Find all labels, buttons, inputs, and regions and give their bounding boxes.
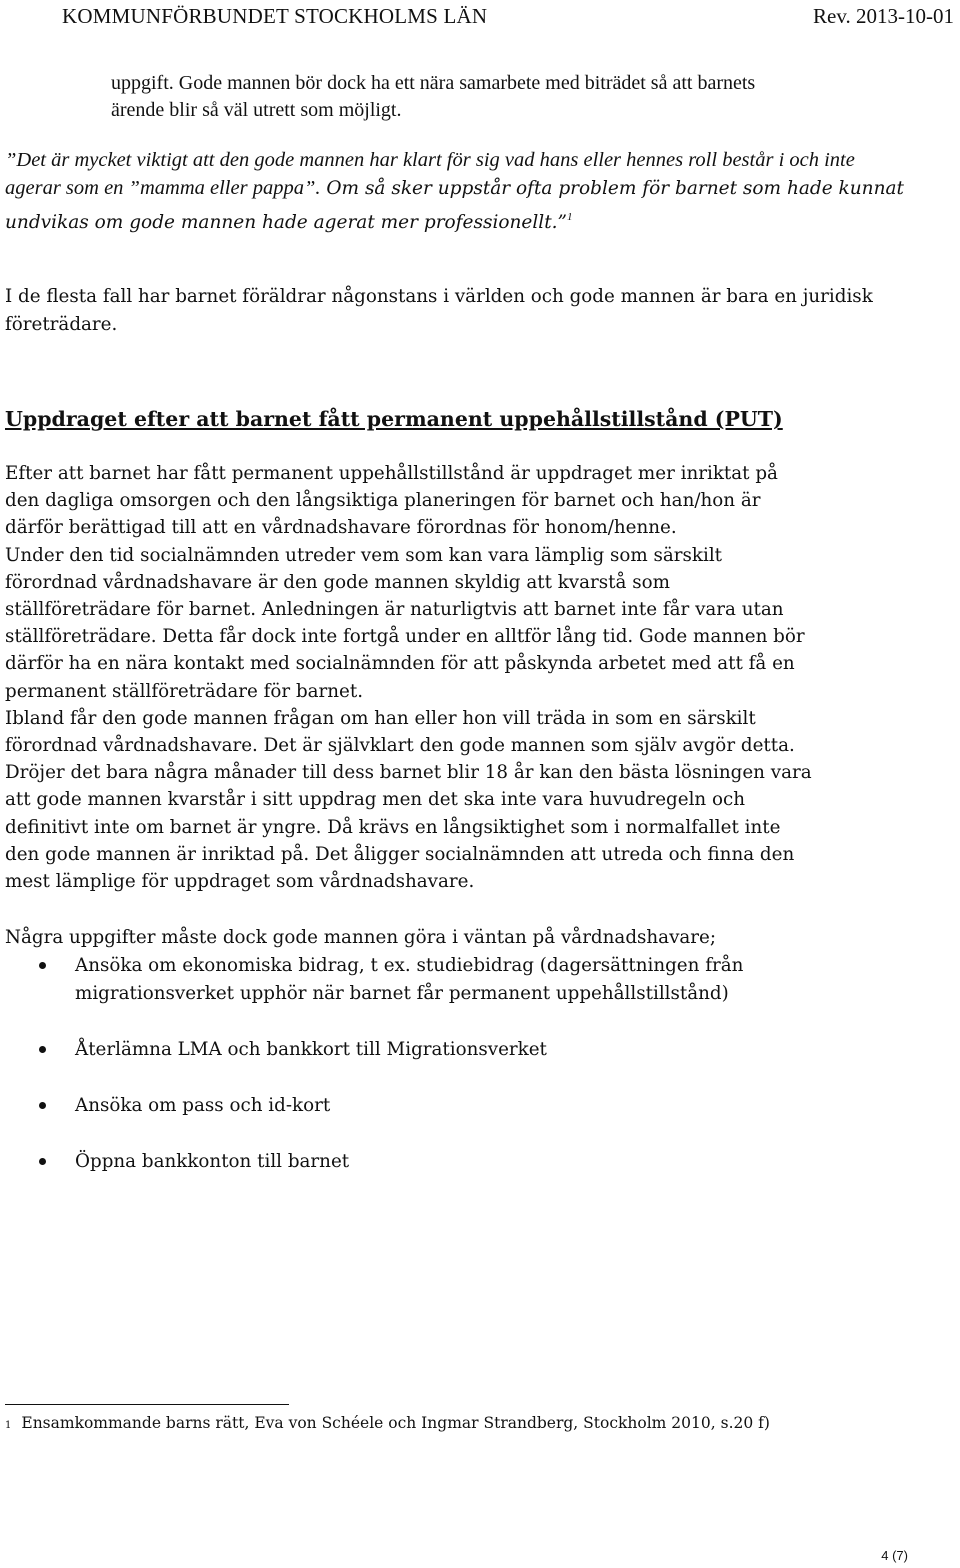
footnote-text: Ensamkommande barns rätt, Eva von Schéele och Ingmar Strandberg, Stockholm 2010, s.20 f) xyxy=(21,1414,770,1432)
paragraph-tasks-intro: Några uppgifter måste dock gode mannen göra i väntan på vårdnadshavare; xyxy=(5,927,717,948)
bullet-icon xyxy=(39,962,46,969)
paragraph-line: ställföreträdare för barnet. Anledningen är naturligtvis att barnet inte får vara utan xyxy=(5,599,784,621)
paragraph-line: förordnad vårdnadshavare är den gode mannen skyldig att kvarstå som xyxy=(5,571,670,593)
quote-part-1: ”Det är mycket viktigt att den gode mannen har klart för sig vad hans eller hennes roll består i och inte agerar som en ”mamma eller pappa”. xyxy=(5,149,855,199)
quote-part-2: Om så sker uppstår ofta problem för barnet som hade kunnat undvikas om gode mannen hade agerat mer professionellt.” xyxy=(5,178,904,233)
footnote-reference[interactable]: 1 xyxy=(566,211,573,223)
revision-date: Rev. 2013-10-01 xyxy=(813,4,954,28)
bullet-icon xyxy=(39,1158,46,1165)
paragraph-line: därför berättigad till att en vårdnadshavare förordnas för honom/henne. xyxy=(5,517,677,539)
intro-line-1: uppgift. Gode mannen bör dock ha ett nära samarbete med biträdet så att barnets xyxy=(111,72,756,94)
intro-line-2: ärende blir så väl utrett som möjligt. xyxy=(111,99,402,121)
bullet-icon xyxy=(39,1102,46,1109)
page-header xyxy=(0,0,960,34)
quote-block xyxy=(5,146,905,237)
paragraph-line: mest lämplige för uppdraget som vårdnadshavare. xyxy=(5,871,475,893)
intro-paragraph xyxy=(111,70,911,124)
paragraph-put xyxy=(5,460,910,895)
footnote-divider xyxy=(5,1404,289,1405)
organization-name: KOMMUNFÖRBUNDET STOCKHOLMS LÄN xyxy=(62,4,488,28)
bullet-icon xyxy=(39,1046,46,1053)
paragraph-line: den gode mannen är inriktad på. Det åligger socialnämnden att utreda och finna den xyxy=(5,843,795,865)
list-item-text: Ansöka om pass och id-kort xyxy=(75,1095,331,1116)
paragraph-line: ställföreträdare. Detta får dock inte fortgå under en alltför lång tid. Gode mannen bör xyxy=(5,626,805,648)
paragraph-line: Efter att barnet har fått permanent uppehållstillstånd är uppdraget mer inriktat på xyxy=(5,463,778,484)
paragraph-line: den dagliga omsorgen och den långsiktiga planeringen för barnet och han/hon är xyxy=(5,490,761,512)
paragraph-line: Ibland får den gode mannen frågan om han eller hon vill träda in som en särskilt xyxy=(5,707,756,729)
footnote-number: 1 xyxy=(5,1420,12,1431)
section-heading: Uppdraget efter att barnet fått permanent uppehållstillstånd (PUT) xyxy=(5,407,783,431)
paragraph-line: Dröjer det bara några månader till dess barnet blir 18 år kan den bästa lösningen vara xyxy=(5,762,812,784)
paragraph-line: att gode mannen kvarstår i sitt uppdrag men det ska inte vara huvudregeln och xyxy=(5,789,746,811)
page-number: 4 (7) xyxy=(881,1548,908,1563)
paragraph-line: definitivt inte om barnet är yngre. Då krävs en långsiktighet som i normalfallet inte xyxy=(5,816,781,838)
paragraph-line: därför ha en nära kontakt med socialnämnden för att påskynda arbetet med att få en xyxy=(5,653,795,675)
list-item-text: Öppna bankkonton till barnet xyxy=(75,1151,350,1172)
paragraph-legal-representative: I de flesta fall har barnet föräldrar någonstans i världen och gode mannen är bara en juridisk företrädare. xyxy=(5,286,873,335)
list-item-text: Ansöka om ekonomiska bidrag, t ex. studiebidrag (dagersättningen från migrationsverket upphör när barnet får permanent uppehållstillstånd) xyxy=(75,955,744,1004)
footnote xyxy=(5,1410,905,1437)
list-item-text: Återlämna LMA och bankkort till Migrationsverket xyxy=(75,1039,547,1060)
paragraph-line: förordnad vårdnadshavare. Det är självklart den gode mannen som själv avgör detta. xyxy=(5,735,795,757)
paragraph-line: Under den tid socialnämnden utreder vem som kan vara lämplig som särskilt xyxy=(5,544,723,566)
paragraph-line: permanent ställföreträdare för barnet. xyxy=(5,680,364,702)
